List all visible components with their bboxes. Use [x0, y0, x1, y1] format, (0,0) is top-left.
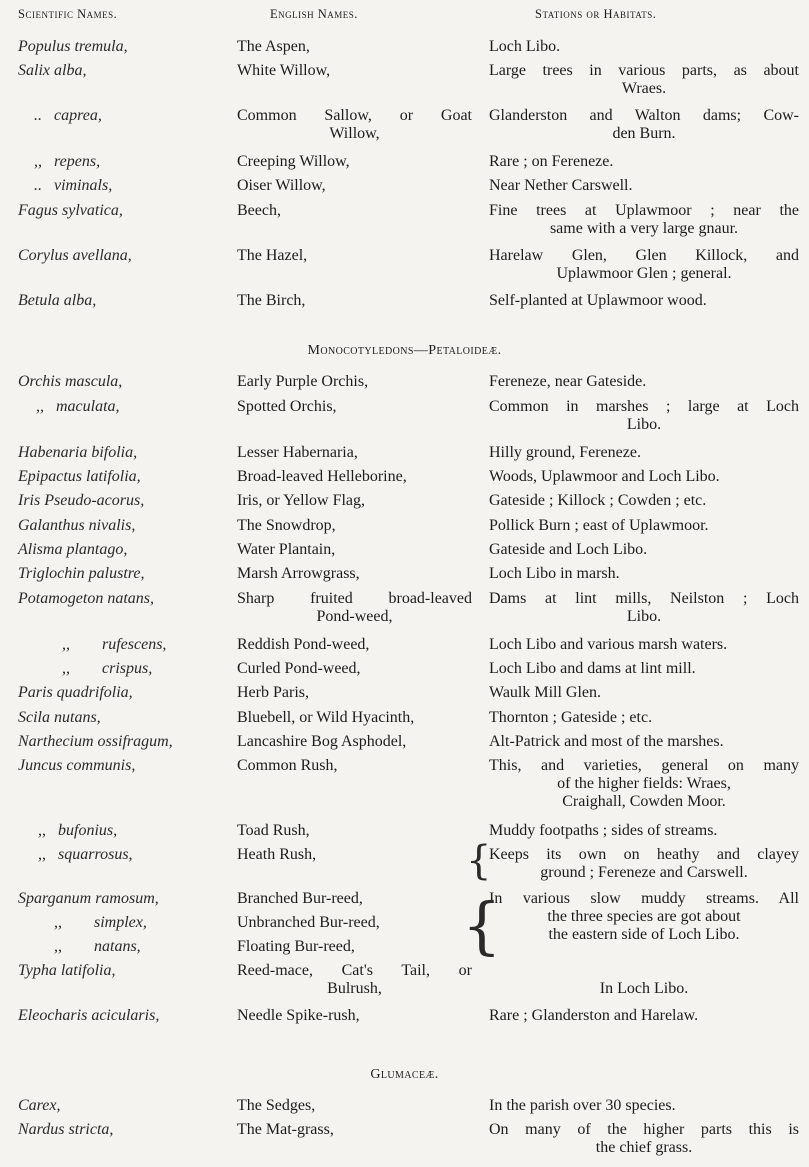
habitat	[489, 247, 799, 283]
habitat-line: Loch Libo.	[489, 38, 561, 55]
scientific-name: Triglochin palustre,	[18, 565, 145, 582]
english-name-line: Floating Bur-reed,	[237, 938, 355, 955]
section-title-petaloideae: Monocotyledons—Petaloideæ.	[307, 343, 502, 358]
scientific-name: Habenaria bifolia,	[18, 444, 138, 461]
english-name-line: Unbranched Bur-reed,	[237, 914, 380, 931]
english-name	[237, 398, 472, 416]
scientific-name: Sparganum ramosum,	[18, 890, 159, 907]
scientific-name: Iris Pseudo-acorus,	[18, 492, 145, 509]
english-name	[237, 62, 472, 80]
english-name-line: Sharp fruited broad-leaved	[237, 590, 472, 607]
habitat	[489, 202, 799, 238]
english-name-line: Broad-leaved Helleborine,	[237, 468, 407, 485]
habitat	[489, 292, 799, 310]
habitat	[489, 962, 799, 998]
habitat	[489, 660, 799, 678]
english-name	[237, 565, 472, 583]
english-name-line: Heath Rush,	[237, 846, 317, 863]
english-name-line: Creeping Willow,	[237, 153, 350, 170]
english-name	[237, 153, 472, 171]
habitat	[489, 492, 799, 510]
english-name	[237, 517, 472, 535]
english-name	[237, 468, 472, 486]
english-name-line: Oiser Willow,	[237, 177, 326, 194]
habitat-line: Hilly ground, Fereneze.	[489, 444, 641, 461]
header-english: English Names.	[270, 7, 358, 21]
habitat-line	[489, 962, 799, 980]
english-name	[237, 733, 472, 751]
habitat-line: Woods, Uplawmoor and Loch Libo.	[489, 468, 720, 485]
english-name	[237, 202, 472, 220]
scientific-name: Eleocharis acicularis,	[18, 1007, 160, 1024]
habitat-line: In various slow muddy streams. All	[489, 890, 799, 907]
english-name	[237, 177, 472, 195]
habitat	[489, 709, 799, 727]
habitat-line: same with a very large gnaur.	[549, 220, 739, 237]
scientific-name: ,, squarrosus,	[38, 846, 133, 863]
habitat-line: This, and varieties, general on many	[489, 757, 799, 774]
english-name	[237, 757, 472, 775]
habitat-line: Alt-Patrick and most of the marshes.	[489, 733, 724, 750]
habitat	[489, 757, 799, 811]
english-name-line: The Birch,	[237, 292, 306, 309]
habitat	[489, 1007, 799, 1025]
english-name-line: Beech,	[237, 202, 281, 219]
english-name-line: Willow,	[329, 125, 380, 142]
scientific-name: .. caprea,	[34, 107, 102, 124]
habitat	[489, 590, 799, 626]
english-name	[237, 914, 472, 932]
english-name-line: Reddish Pond-weed,	[237, 636, 370, 653]
habitat	[489, 846, 799, 882]
header-scientific: Scientific Names.	[18, 7, 118, 21]
scientific-name: Galanthus nivalis,	[18, 517, 136, 534]
habitat-line: den Burn.	[612, 125, 676, 142]
scientific-name: Corylus avellana,	[18, 247, 132, 264]
habitat	[489, 38, 799, 56]
english-name	[237, 938, 472, 956]
habitat-line: Loch Libo and dams at lint mill.	[489, 660, 696, 677]
habitat-line: In the parish over 30 species.	[489, 1097, 676, 1114]
habitat-line: Gateside ; Killock ; Cowden ; etc.	[489, 492, 707, 509]
english-name	[237, 38, 472, 56]
english-name	[237, 846, 472, 864]
habitat-line: Waulk Mill Glen.	[489, 684, 602, 701]
english-name-line: The Sedges,	[237, 1097, 316, 1114]
english-name-line: The Mat-grass,	[237, 1121, 334, 1138]
habitat-line: In Loch Libo.	[599, 980, 689, 997]
english-name	[237, 962, 472, 998]
english-name-line: Bluebell, or Wild Hyacinth,	[237, 709, 415, 726]
habitat-line: Thornton ; Gateside ; etc.	[489, 709, 653, 726]
habitat	[489, 822, 799, 840]
english-name-line: Reed-mace, Cat's Tail, or	[237, 962, 472, 979]
english-name-line: Lesser Habernaria,	[237, 444, 358, 461]
habitat-line: Keeps its own on heathy and clayey	[489, 846, 799, 863]
scientific-name: ,, simplex,	[54, 914, 147, 931]
scientific-name: Potamogeton natans,	[18, 590, 154, 607]
english-name-line: The Hazel,	[237, 247, 308, 264]
habitat	[489, 517, 799, 535]
habitat-line: the three species are got about	[547, 908, 741, 925]
english-name	[237, 684, 472, 702]
habitat	[489, 444, 799, 462]
header-habitats: Stations or Habitats.	[535, 7, 657, 21]
english-name-line: The Aspen,	[237, 38, 310, 55]
english-name-line: Marsh Arrowgrass,	[237, 565, 360, 582]
english-name	[237, 636, 472, 654]
english-name	[237, 247, 472, 265]
english-name-line: Branched Bur-reed,	[237, 890, 363, 907]
habitat-line: Wraes.	[621, 80, 667, 97]
scientific-name: Epipactus latifolia,	[18, 468, 141, 485]
english-name	[237, 709, 472, 727]
habitat	[489, 733, 799, 751]
english-name	[237, 590, 472, 626]
english-name	[237, 292, 472, 310]
habitat-line: Self-planted at Uplawmoor wood.	[489, 292, 707, 309]
scientific-name: ,, crispus,	[62, 660, 153, 677]
english-name-line: Spotted Orchis,	[237, 398, 337, 415]
habitat	[489, 177, 799, 195]
habitat-line: Muddy footpaths ; sides of streams.	[489, 822, 718, 839]
scientific-name: ,, rufescens,	[62, 636, 167, 653]
habitat-line: Loch Libo in marsh.	[489, 565, 620, 582]
habitat	[489, 398, 799, 434]
english-name	[237, 890, 472, 908]
habitat	[489, 636, 799, 654]
habitat-line: Libo.	[626, 608, 662, 625]
scientific-name: Betula alba,	[18, 292, 97, 309]
english-name	[237, 444, 472, 462]
brace-heath-rush: {	[466, 838, 492, 884]
brace-bur-reed: {	[462, 889, 502, 962]
english-name	[237, 660, 472, 678]
habitat-line: Glanderston and Walton dams; Cow-	[489, 107, 799, 124]
english-name	[237, 822, 472, 840]
scientific-name: Salix alba,	[18, 62, 87, 79]
english-name	[237, 1121, 472, 1139]
english-name	[237, 541, 472, 559]
scientific-name: Carex,	[18, 1097, 61, 1114]
scientific-name: ,, maculata,	[36, 398, 120, 415]
habitat	[489, 1121, 799, 1157]
habitat	[489, 107, 799, 143]
habitat-line: Rare ; Glanderston and Harelaw.	[489, 1007, 699, 1024]
scientific-name: Populus tremula,	[18, 38, 128, 55]
scientific-name: Typha latifolia,	[18, 962, 116, 979]
english-name-line: Curled Pond-weed,	[237, 660, 361, 677]
english-name-line: Common Sallow, or Goat	[237, 107, 472, 124]
habitat-line: Libo.	[626, 416, 662, 433]
english-name	[237, 492, 472, 510]
habitat-line: the eastern side of Loch Libo.	[548, 926, 740, 943]
habitat-line: Fereneze, near Gateside.	[489, 373, 647, 390]
english-name-line: Common Rush,	[237, 757, 338, 774]
habitat	[489, 373, 799, 391]
english-name-line: Lancashire Bog Asphodel,	[237, 733, 407, 750]
english-name-line: Bulrush,	[327, 980, 382, 997]
habitat	[489, 62, 799, 98]
scientific-name: Juncus communis,	[18, 757, 136, 774]
english-name	[237, 373, 472, 391]
scientific-name: Paris quadrifolia,	[18, 684, 133, 701]
scientific-name: ,, natans,	[54, 938, 141, 955]
habitat-line: Uplawmoor Glen ; general.	[556, 265, 732, 282]
section-title-glumaceae: Glumaceæ.	[370, 1067, 439, 1082]
english-name	[237, 107, 472, 143]
english-name-line: Herb Paris,	[237, 684, 309, 701]
scientific-name: .. viminals,	[34, 177, 113, 194]
habitat-line: Pollick Burn ; east of Uplawmoor.	[489, 517, 709, 534]
habitat-line: On many of the higher parts this is	[489, 1121, 799, 1138]
habitat-line: Near Nether Carswell.	[489, 177, 633, 194]
english-name-line: Pond-weed,	[316, 608, 393, 625]
habitat-line: Large trees in various parts, as about	[489, 62, 799, 79]
english-name	[237, 1097, 472, 1115]
habitat	[489, 541, 799, 559]
habitat-line: Fine trees at Uplawmoor ; near the	[489, 202, 799, 219]
habitat-line: Harelaw Glen, Glen Killock, and	[489, 247, 799, 264]
habitat-line: of the higher fields: Wraes,	[557, 775, 731, 792]
english-name-line: Needle Spike-rush,	[237, 1007, 360, 1024]
habitat-line: ground ; Fereneze and Carswell.	[540, 864, 748, 881]
english-name-line: White Willow,	[237, 62, 331, 79]
scientific-name: Nardus stricta,	[18, 1121, 114, 1138]
scientific-name: Narthecium ossifragum,	[18, 733, 173, 750]
english-name-line: The Snowdrop,	[237, 517, 336, 534]
scientific-name: Alisma plantago,	[18, 541, 128, 558]
habitat-line: Dams at lint mills, Neilston ; Loch	[489, 590, 799, 607]
english-name-line: Water Plantain,	[237, 541, 336, 558]
scientific-name: ,, repens,	[34, 153, 101, 170]
habitat	[489, 565, 799, 583]
habitat	[489, 684, 799, 702]
scientific-name: Orchis mascula,	[18, 373, 123, 390]
habitat	[489, 890, 799, 944]
habitat-line: the chief grass.	[595, 1139, 693, 1156]
habitat-line: Craighall, Cowden Moor.	[562, 793, 726, 810]
habitat-line: Rare ; on Fereneze.	[489, 153, 614, 170]
english-name-line: Iris, or Yellow Flag,	[237, 492, 366, 509]
english-name-line: Early Purple Orchis,	[237, 373, 369, 390]
habitat	[489, 153, 799, 171]
habitat	[489, 468, 799, 486]
habitat	[489, 1097, 799, 1115]
scientific-name: Scila nutans,	[18, 709, 101, 726]
habitat-line: Loch Libo and various marsh waters.	[489, 636, 728, 653]
habitat-line: Gateside and Loch Libo.	[489, 541, 648, 558]
habitat-line: Common in marshes ; large at Loch	[489, 398, 799, 415]
scientific-name: ,, bufonius,	[38, 822, 118, 839]
scientific-name: Fagus sylvatica,	[18, 202, 123, 219]
english-name	[237, 1007, 472, 1025]
english-name-line: Toad Rush,	[237, 822, 310, 839]
